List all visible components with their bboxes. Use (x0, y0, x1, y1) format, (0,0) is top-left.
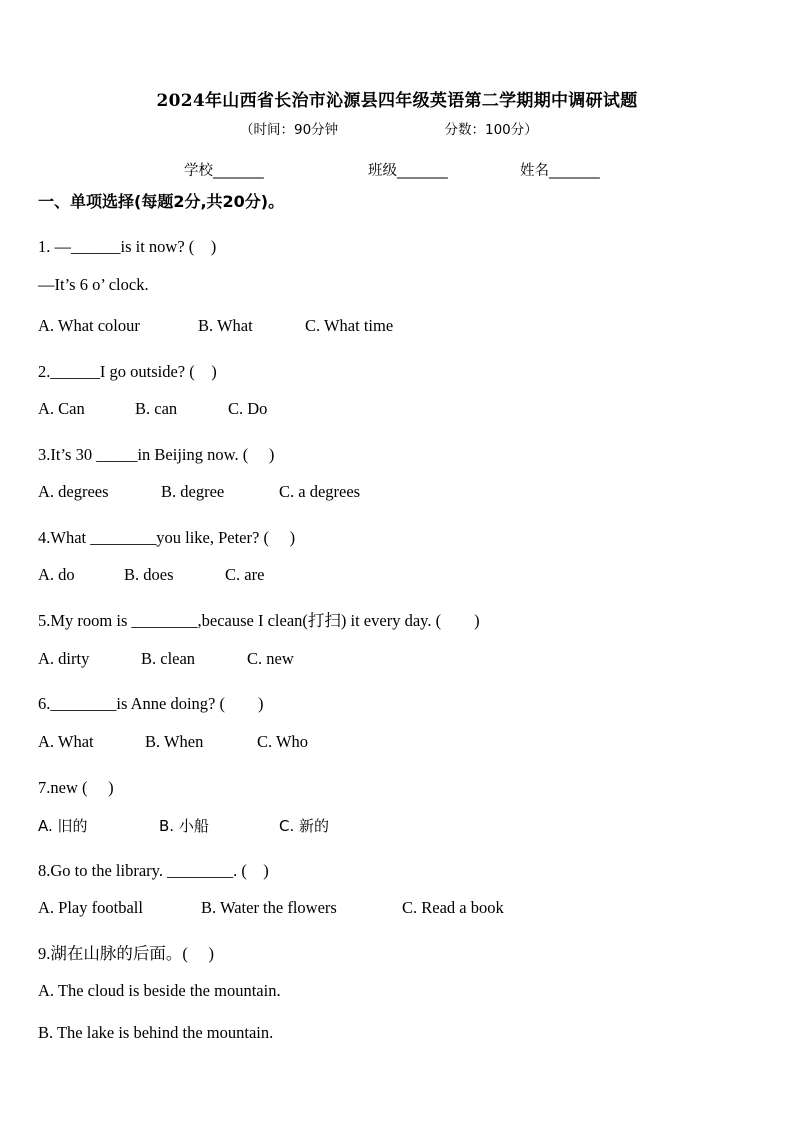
option-a[interactable]: A. 旧的 (38, 817, 88, 835)
question-1-stem: 1. —______is it now? ( ) (38, 237, 217, 256)
option-a[interactable]: A. What colour (38, 316, 140, 335)
question-2-stem: 2.______I go outside? ( ) (38, 362, 217, 381)
option-a[interactable]: A. dirty (38, 649, 90, 668)
question-6-stem: 6.________is Anne doing? ( ) (38, 694, 264, 713)
exam-time: （时间：90分钟 (240, 122, 339, 138)
option-b[interactable]: B. 小船 (159, 817, 209, 835)
option-c[interactable]: C. What time (305, 316, 394, 335)
exam-score: 分数：100分） (444, 122, 538, 138)
option-a[interactable]: A. do (38, 565, 75, 584)
option-a[interactable]: A. degrees (38, 482, 109, 501)
name-field[interactable]: 姓名_______ (520, 163, 600, 179)
question-9-option-a[interactable]: A. The cloud is beside the mountain. (38, 981, 281, 1000)
class-field[interactable]: 班级_______ (368, 163, 448, 179)
option-b[interactable]: B. can (135, 399, 178, 418)
question-5-stem (38, 607, 480, 631)
option-b[interactable]: B. Water the flowers (201, 898, 337, 917)
question-9-option-b[interactable]: B. The lake is behind the mountain. (38, 1023, 274, 1042)
option-c[interactable]: C. Do (228, 399, 268, 418)
question-8-stem: 8.Go to the library. ________. ( ) (38, 861, 269, 880)
page-title: 2024年山西省长治市沁源县四年级英语第二学期期中调研试题 (156, 91, 638, 111)
option-c[interactable]: C. are (225, 565, 265, 584)
option-a[interactable]: A. What (38, 732, 94, 751)
question-1-stem-reply: —It’s 6 o’ clock. (38, 275, 149, 294)
option-c[interactable]: C. Who (257, 732, 309, 751)
option-b[interactable]: B. does (124, 565, 174, 584)
school-field[interactable]: 学校_______ (184, 163, 264, 179)
option-b[interactable]: B. clean (141, 649, 196, 668)
exam-info (240, 118, 538, 138)
option-b[interactable]: B. degree (161, 482, 225, 501)
question-3-stem: 3.It’s 30 _____in Beijing now. ( ) (38, 445, 275, 464)
option-c[interactable]: C. new (247, 649, 294, 668)
question-4-stem: 4.What ________you like, Peter? ( ) (38, 528, 296, 547)
question-5-text: 5.My room is ________,because I clean(打扫) it every day. ( ) (38, 611, 480, 630)
option-c[interactable]: C. a degrees (279, 482, 361, 501)
option-a[interactable]: A. Can (38, 399, 85, 418)
option-b[interactable]: B. When (145, 732, 204, 751)
question-7-stem: 7.new ( ) (38, 778, 114, 797)
option-c[interactable]: C. 新的 (279, 817, 330, 835)
section-heading: 一、单项选择(每题2分,共20分)。 (38, 192, 285, 211)
question-9-stem: 9.湖在山脉的后面。( ) (38, 944, 214, 963)
option-a[interactable]: A. Play football (38, 898, 143, 917)
option-c[interactable]: C. Read a book (402, 898, 504, 917)
option-b[interactable]: B. What (198, 316, 253, 335)
